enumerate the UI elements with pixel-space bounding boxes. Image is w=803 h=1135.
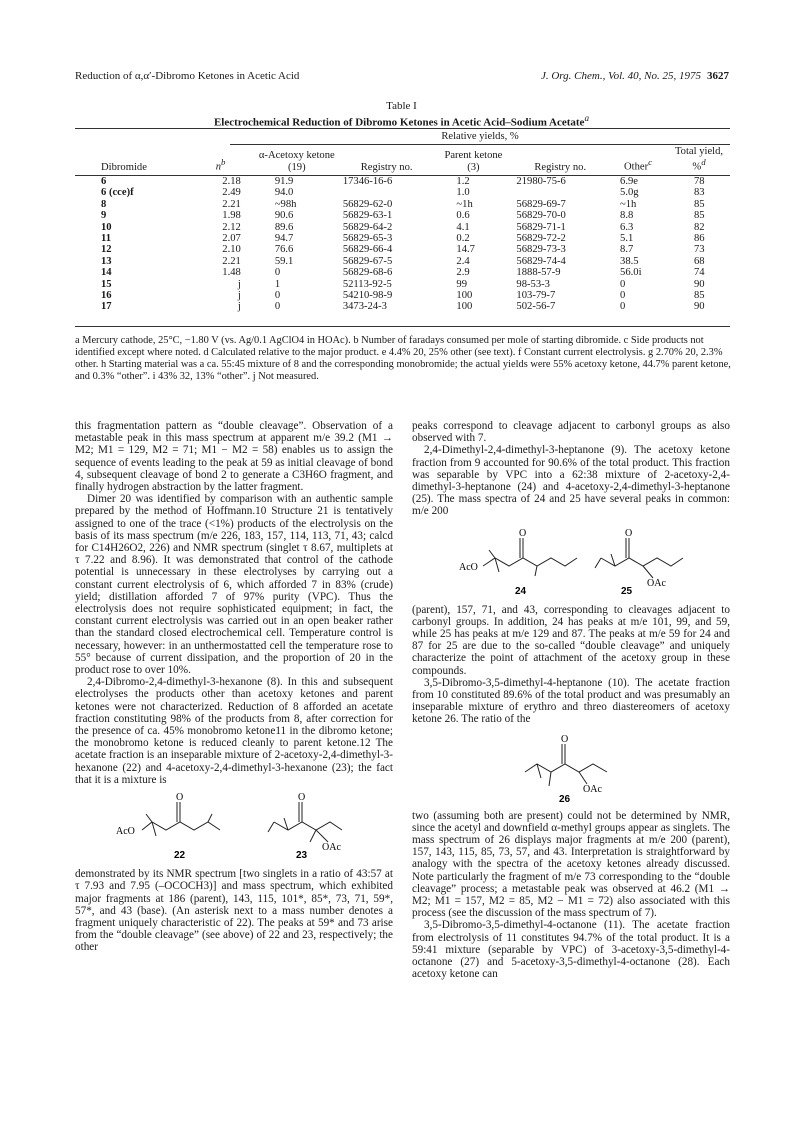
atom-label-o: O bbox=[176, 792, 184, 804]
paragraph: demonstrated by its NMR spectrum [two singlets in a ratio of 43:57 at τ 7.93 and 7.95 (–OCOCH3)] and mass spectrum, which exhibited major fragments at 186 (parent), 143, 115, 101*, 85*, 73, 71, 59*, 57*, and 43 (base). (An asterisk next to a mass number denotes a fragment uniquely characteristic of 22). The peaks at 59* and 73 arise from the “double cleavage” (see above) of 22 and 23, respectively; the other bbox=[75, 868, 393, 954]
cell-parent: 0.2 bbox=[456, 233, 470, 245]
cell-total: 78 bbox=[694, 176, 705, 187]
cell-acetoxy: 90.6 bbox=[274, 210, 294, 222]
cell-registry-1: 56829-62-0 bbox=[342, 198, 393, 210]
page-number: 3627 bbox=[707, 70, 729, 82]
cell-registry-1: 56829-63-1 bbox=[342, 210, 393, 222]
cell-other: 6.9e bbox=[620, 176, 638, 187]
col-header-total: Total yield, %$^d$ bbox=[674, 145, 724, 173]
cell-n: 2.12 bbox=[222, 221, 241, 233]
cell-registry-2: 56829-71-1 bbox=[516, 221, 566, 233]
cell-dibromide: 6 (cce)f bbox=[101, 187, 134, 199]
table-row bbox=[75, 210, 730, 221]
paragraph: Dimer 20 was identified by comparison with an authentic sample prepared by the method of Hoffmann.10 Structure 21 is tentatively assigned to one of the trace (<1%) products of the electrolysis on the basis of its mass spectrum (m/e 226, 183, 157, 114, 113, 71, 43; calcd for C14H26O2, 226) and NMR spectrum (singlet τ 8.67, multiplets at τ 7.22 and 8.96). It was demonstrated that control of the cathode potential is unnecessary in these electrolyses by carrying out a constant current electrolysis of 6, which afforded 7 in 83% (crude) yield; distillation afforded 7 of 97% purity (VPC). Thus the electrolysis does not require sophisticated equipment; in fact, the constant current electrolysis was carried out in an open beaker rather than the standard closed electrochemical cell. Temperature control is necessary, however: in an unthermostatted cell the temperature rose to 55° because of current dissipation, and the proportion of 20 in the product rose to over 10%. bbox=[75, 493, 393, 677]
cell-parent: 4.1 bbox=[456, 221, 470, 233]
atom-label-aco: AcO bbox=[459, 561, 478, 573]
cell-registry-2: 103-79-7 bbox=[516, 290, 556, 302]
cell-registry-2 bbox=[512, 187, 608, 198]
cell-dibromide: 14 bbox=[101, 267, 112, 279]
cell-n: 2.21 bbox=[222, 255, 241, 267]
cell-acetoxy: 0 bbox=[274, 267, 281, 279]
cell-registry-2: 1888-57-9 bbox=[516, 267, 561, 279]
cell-n: j bbox=[237, 278, 241, 290]
col-header-other-text: Other bbox=[623, 161, 649, 173]
cell-total: 90 bbox=[694, 278, 705, 290]
col-header-dibromide: Dibromide bbox=[101, 161, 147, 173]
cell-acetoxy: 59.1 bbox=[274, 255, 294, 267]
atom-label-oac: OAc bbox=[322, 842, 341, 854]
cell-registry-1: 3473-24-3 bbox=[342, 301, 387, 313]
cell-dibromide: 10 bbox=[101, 221, 112, 233]
paragraph: 2,4-Dimethyl-2,4-dimethyl-3-heptanone (9). The acetoxy ketone fraction from 9 accounted for 90.6% of the total product. This fraction was separable by VPC into a 62:38 mixture of 2-acetoxy-2,4-dimethyl-3-heptanone (24) and 4-acetoxy-2,4-dimethyl-3-heptanone (25). The mass spectra of 24 and 25 have several peaks in common: m/e 200 bbox=[412, 444, 730, 518]
cell-dibromide: 15 bbox=[101, 278, 112, 290]
atom-label-o: O bbox=[519, 527, 527, 539]
atom-label-o: O bbox=[561, 733, 569, 745]
atom-label-oac: OAc bbox=[583, 783, 602, 795]
cell-n: 2.18 bbox=[222, 176, 241, 187]
cell-acetoxy: 89.6 bbox=[274, 221, 294, 233]
table-row bbox=[75, 267, 730, 278]
atom-label-o: O bbox=[625, 527, 633, 539]
col-header-parent: Parent ketone (3) bbox=[444, 150, 503, 173]
cell-total: 82 bbox=[694, 221, 705, 233]
group-header: Relative yields, % bbox=[441, 131, 519, 142]
cell-n: j bbox=[237, 301, 241, 313]
paragraph: 3,5-Dibromo-3,5-dimethyl-4-octanone (11). The acetate fraction from electrolysis of 11 constitutes 94.7% of the total product. It is a 59:41 mixture (separable by VPC) of 3-acetoxy-3,5-dimethyl-4-octanone (27) and 5-acetoxy-3,5-dimethyl-4-octanone (28). Each acetoxy ketone can bbox=[412, 919, 730, 981]
cell-registry-1: 56829-64-2 bbox=[342, 221, 393, 233]
cell-acetoxy: 0 bbox=[274, 290, 281, 302]
table-row bbox=[75, 222, 730, 233]
table-row bbox=[75, 244, 730, 255]
cell-acetoxy: ~98h bbox=[274, 198, 297, 210]
cell-dibromide: 9 bbox=[101, 210, 107, 222]
table-row bbox=[75, 199, 730, 210]
cell-parent: 1.2 bbox=[456, 176, 470, 187]
cell-total: 83 bbox=[694, 187, 705, 199]
cell-other: 8.8 bbox=[620, 210, 634, 222]
table-header-row bbox=[75, 145, 730, 173]
left-column bbox=[75, 420, 393, 954]
col-header-total-text: Total yield, % bbox=[674, 145, 724, 173]
cell-n: 2.49 bbox=[222, 187, 241, 199]
cell-acetoxy: 76.6 bbox=[274, 244, 294, 256]
cell-parent: 1.0 bbox=[456, 187, 470, 199]
cell-acetoxy: 91.9 bbox=[274, 176, 294, 187]
cell-total: 73 bbox=[694, 244, 705, 256]
cell-acetoxy: 94.7 bbox=[274, 233, 294, 245]
cell-total: 85 bbox=[694, 290, 705, 302]
cell-registry-1 bbox=[339, 187, 435, 198]
running-header-journal bbox=[541, 70, 729, 82]
col-header-other: Other$^c$ bbox=[623, 157, 653, 173]
col-header-acetoxy: α-Acetoxy ketone (19) bbox=[258, 150, 335, 173]
cell-total: 85 bbox=[694, 210, 705, 222]
cell-dibromide: 17 bbox=[101, 301, 112, 313]
structure-26 bbox=[421, 732, 721, 804]
cell-n: 1.48 bbox=[222, 267, 241, 279]
table-caption bbox=[0, 113, 803, 129]
journal-citation: J. Org. Chem., Vol. 40, No. 25, 1975 bbox=[540, 70, 701, 82]
cell-registry-2: 56829-74-4 bbox=[516, 255, 566, 267]
compound-label-25: 25 bbox=[621, 585, 633, 597]
cell-acetoxy: 0 bbox=[274, 301, 281, 313]
cell-registry-1: 56829-68-6 bbox=[342, 267, 393, 279]
structures-22-23 bbox=[84, 792, 384, 862]
cell-other: 6.3 bbox=[620, 221, 634, 233]
col-header-registry-1: Registry no. bbox=[360, 161, 413, 173]
cell-dibromide: 8 bbox=[101, 198, 107, 210]
paragraph: 2,4-Dibromo-2,4-dimethyl-3-hexanone (8). In this and subsequent electrolyses the products other than acetoxy ketones and parent ketones were not characterized. Reduction of 8 afforded an acetate fraction constituting 98% of the products from 8, after correction for the presence of ca. 45% monobromo ketone11 in the dibromo ketone; the monobromo ketone is reduced cleanly to parent ketone.12 The acetate fraction is an inseparable mixture of 2-acetoxy-2,4-dimethyl-3-hexanone (22) and 4-acetoxy-2,4-dimethyl-3-hexanone (23); the fact that it is a mixture is bbox=[75, 676, 393, 786]
cell-acetoxy: 94.0 bbox=[274, 187, 294, 199]
table-row bbox=[75, 279, 730, 290]
cell-n: 1.98 bbox=[222, 210, 241, 222]
cell-registry-1: 17346-16-6 bbox=[342, 176, 393, 187]
structures-24-25 bbox=[421, 524, 721, 598]
paragraph: peaks correspond to cleavage adjacent to carbonyl groups as also observed with 7. bbox=[412, 420, 730, 445]
cell-n: 2.10 bbox=[222, 244, 241, 256]
atom-label-oac: OAc bbox=[647, 577, 666, 589]
right-column bbox=[412, 420, 730, 981]
cell-total: 74 bbox=[694, 267, 705, 279]
cell-registry-2: 56829-70-0 bbox=[516, 210, 566, 222]
atom-label-aco: AcO bbox=[116, 826, 135, 838]
compound-label-23: 23 bbox=[296, 850, 308, 862]
paragraph: two (assuming both are present) could not be determined by NMR, since the acetyl and downfield α-methyl groups appear as singlets. The mass spectrum of 26 displays major fragments at m/e 200 (parent), 157, 143, 115, 85, 73, 57, and 43. Interpretation is straightforward by analogy with the spectra of the acetoxy ketones already discussed. Note particularly the fragment of m/e 73 corresponding to the “double cleavage” process; a metastable peak was observed at 46.2 (M1 → M2; M1 = 157, M2 = 85, M2 − M1 = 72) also associated with this process (see the discussion of the mass spectrum of 7). bbox=[412, 809, 730, 920]
cell-other: 5.0g bbox=[620, 187, 639, 199]
cell-parent: 2.4 bbox=[456, 255, 470, 267]
cell-dibromide: 11 bbox=[101, 233, 112, 245]
cell-registry-1: 52113-92-5 bbox=[342, 278, 392, 290]
cell-parent: 100 bbox=[456, 301, 473, 313]
cell-total: 90 bbox=[694, 301, 705, 313]
cell-total: 85 bbox=[694, 198, 705, 210]
col-header-n-text: n bbox=[215, 161, 222, 173]
cell-registry-1: 56829-66-4 bbox=[342, 244, 393, 256]
cell-dibromide: 13 bbox=[101, 255, 112, 267]
results-table bbox=[75, 145, 730, 313]
cell-other: 0 bbox=[620, 290, 626, 302]
cell-parent: 14.7 bbox=[456, 244, 475, 256]
cell-parent: 2.9 bbox=[456, 267, 470, 279]
cell-registry-1: 56829-65-3 bbox=[342, 233, 393, 245]
table-row bbox=[75, 233, 730, 244]
cell-n: 2.07 bbox=[222, 233, 241, 245]
cell-registry-2: 56829-73-3 bbox=[516, 244, 566, 256]
paragraph: 3,5-Dibromo-3,5-dimethyl-4-heptanone (10). The acetate fraction from 10 constituted 89.6% of the total product and was presumably an inseparable mixture of erythro and threo diastereomers of acetoxy ketone 26. The ratio of the bbox=[412, 676, 730, 726]
col-header-registry-2: Registry no. bbox=[534, 161, 587, 173]
table-footnotes: a Mercury cathode, 25°C, −1.80 V (vs. Ag/0.1 AgClO4 in HOAc). b Number of faradays consumed per mole of starting dibromide. c Side products not identified except where noted. d Calculated relative to the major product. e 4.4% 20, 25% other (see text). f Constant current electrolysis. g 2.70% 20, 2.3% other. h Starting material was a ca. 55:45 mixture of 8 and the corresponding monobromide; the actual yields were 55% acetoxy ketone, 44.7% parent ketone, and 0.3% “other”. i 43% 32, 13% “other”. j Not measured. bbox=[75, 335, 731, 382]
caption-footnote-mark: a bbox=[584, 113, 590, 123]
cell-n: 2.21 bbox=[222, 198, 241, 210]
cell-dibromide: 6 bbox=[101, 176, 107, 187]
cell-registry-2: 98-53-3 bbox=[516, 278, 550, 290]
cell-other: 0 bbox=[620, 301, 626, 313]
cell-other: ~1h bbox=[620, 198, 637, 210]
cell-dibromide: 12 bbox=[101, 244, 112, 256]
table-caption-text: Electrochemical Reduction of Dibromo Ketones in Acetic Acid–Sodium Acetate bbox=[213, 116, 585, 129]
compound-label-22: 22 bbox=[174, 850, 186, 862]
cell-parent: 99 bbox=[456, 278, 468, 290]
table-row bbox=[75, 256, 730, 267]
cell-registry-1: 56829-67-5 bbox=[342, 255, 393, 267]
paragraph: this fragmentation pattern as “double cleavage”. Observation of a metastable peak in this mass spectrum at apparent m/e 39.2 (M1 → M2; M1 = 129, M2 = 71; M1 − M2 = 58) enables us to assign the sequence of events leading to the peak at 59 as initial cleavage of bond 4, subsequent cleavage of bond 2 to generate a C3H6O fragment, and finally hydrogen abstraction by the latter fragment. bbox=[75, 420, 393, 494]
running-header-title: Reduction of α,α′-Dibromo Ketones in Acetic Acid bbox=[75, 70, 300, 82]
atom-label-o: O bbox=[298, 792, 306, 804]
cell-registry-1: 54210-98-9 bbox=[342, 290, 393, 302]
cell-other: 5.1 bbox=[620, 233, 634, 245]
cell-dibromide: 16 bbox=[101, 290, 112, 302]
table-row bbox=[75, 290, 730, 301]
col-header-n: $n^b$ bbox=[215, 157, 226, 173]
cell-n: j bbox=[237, 290, 241, 302]
table-row bbox=[75, 301, 730, 312]
table-row bbox=[75, 187, 730, 198]
compound-label-26: 26 bbox=[559, 793, 571, 804]
compound-label-24: 24 bbox=[515, 585, 527, 597]
cell-total: 68 bbox=[694, 255, 705, 267]
cell-other: 38.5 bbox=[620, 255, 639, 267]
cell-other: 56.0i bbox=[620, 267, 642, 279]
cell-parent: 100 bbox=[456, 290, 473, 302]
table-row bbox=[75, 173, 730, 187]
cell-registry-2: 56829-69-7 bbox=[516, 198, 566, 210]
cell-parent: ~1h bbox=[456, 198, 473, 210]
cell-registry-2: 21980-75-6 bbox=[516, 176, 566, 187]
table-bottom-rule bbox=[75, 326, 730, 327]
cell-acetoxy: 1 bbox=[274, 278, 281, 290]
table-body bbox=[75, 173, 730, 313]
cell-registry-2: 56829-72-2 bbox=[516, 233, 566, 245]
paragraph: (parent), 157, 71, and 43, corresponding to cleavages adjacent to carbonyl groups. In addition, 24 has peaks at m/e 101, 99, and 59, while 25 has peaks at m/e 129 and 87. The peaks at m/e 59 for 24 and 87 for 25 are due to the so-called “double cleavage” and uniquely characterize the point of attachment of the acetoxy group in these compounds. bbox=[412, 603, 730, 677]
cell-other: 8.7 bbox=[620, 244, 634, 256]
cell-registry-2: 502-56-7 bbox=[516, 301, 556, 313]
cell-total: 86 bbox=[694, 233, 705, 245]
table-title: Table I bbox=[386, 100, 417, 112]
cell-other: 0 bbox=[620, 278, 626, 290]
cell-parent: 0.6 bbox=[456, 210, 470, 222]
table-top-rule bbox=[75, 128, 730, 129]
